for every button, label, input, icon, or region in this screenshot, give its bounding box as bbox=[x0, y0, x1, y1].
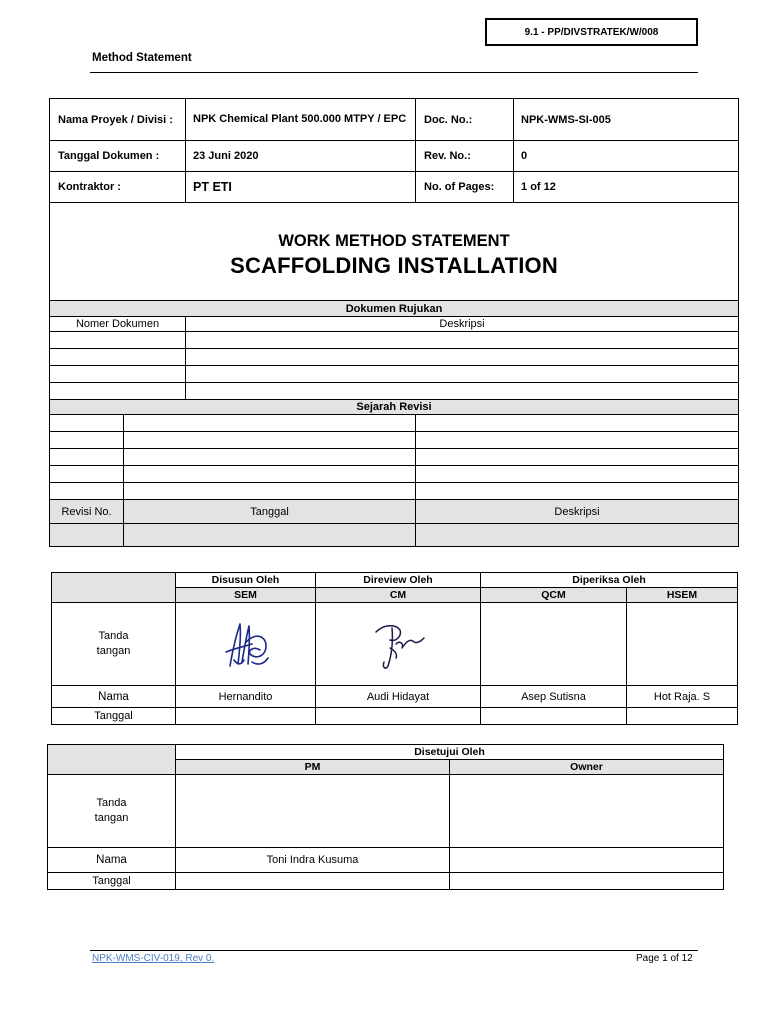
revision-row bbox=[50, 524, 739, 547]
contractor-label: Kontraktor : bbox=[50, 172, 186, 203]
date-cm bbox=[316, 708, 481, 725]
document-code-box bbox=[485, 18, 698, 46]
date-row-label: Tanggal bbox=[52, 708, 176, 725]
role-qcm: QCM bbox=[481, 588, 627, 603]
name-pm: Toni Indra Kusuma bbox=[176, 848, 450, 873]
signature2-label-line2: tangan bbox=[94, 812, 129, 824]
name2-label: Nama bbox=[48, 848, 176, 873]
date-qcm bbox=[481, 708, 627, 725]
approval-table-2 bbox=[47, 744, 724, 890]
contractor-value: PT ETI bbox=[186, 172, 416, 203]
date-label: Tanggal Dokumen : bbox=[50, 141, 186, 172]
approval-corner bbox=[52, 573, 176, 603]
signature-label-line2: tangan bbox=[96, 645, 131, 657]
date-pm bbox=[176, 873, 450, 890]
signature-qcm bbox=[481, 603, 627, 686]
signature-label bbox=[52, 603, 176, 686]
header-title: Method Statement bbox=[92, 52, 192, 64]
pages-value: 1 of 12 bbox=[514, 172, 739, 203]
title-block bbox=[50, 203, 739, 301]
approval-table bbox=[51, 572, 738, 725]
document-subtitle: WORK METHOD STATEMENT bbox=[278, 232, 510, 250]
project-label: Nama Proyek / Divisi : bbox=[50, 99, 186, 141]
signature-audi-hidayat bbox=[366, 614, 430, 674]
document-code: 9.1 - PP/DIVSTRATEK/W/008 bbox=[524, 26, 659, 38]
approval2-corner bbox=[48, 745, 176, 775]
doc-no-value: NPK-WMS-SI-005 bbox=[514, 99, 739, 141]
revisions-heading: Sejarah Revisi bbox=[50, 400, 739, 415]
approved-by-heading: Disetujui Oleh bbox=[176, 745, 724, 760]
prepared-by-heading: Disusun Oleh bbox=[176, 573, 316, 588]
signature-hsem bbox=[627, 603, 738, 686]
footer-divider bbox=[90, 950, 698, 951]
checked-by-heading: Diperiksa Oleh bbox=[481, 573, 738, 588]
reference-row bbox=[50, 349, 739, 366]
revisions-col-rev-no: Revisi No. bbox=[50, 500, 124, 524]
revision-row bbox=[50, 483, 739, 500]
document-title: SCAFFOLDING INSTALLATION bbox=[230, 253, 558, 278]
rev-no-label: Rev. No.: bbox=[416, 141, 514, 172]
doc-no-label: Doc. No.: bbox=[416, 99, 514, 141]
revision-row bbox=[50, 466, 739, 483]
header-divider bbox=[90, 72, 698, 73]
date-value: 23 Juni 2020 bbox=[186, 141, 416, 172]
date-owner bbox=[450, 873, 724, 890]
name-label: Nama bbox=[52, 686, 176, 708]
role-owner: Owner bbox=[450, 760, 724, 775]
name-hsem: Hot Raja. S bbox=[627, 686, 738, 708]
role-hsem: HSEM bbox=[627, 588, 738, 603]
references-col-description: Deskripsi bbox=[186, 317, 739, 332]
name-sem: Hernandito bbox=[176, 686, 316, 708]
date-hsem bbox=[627, 708, 738, 725]
references-heading: Dokumen Rujukan bbox=[50, 301, 739, 317]
signature-cm bbox=[316, 603, 481, 686]
revision-row bbox=[50, 449, 739, 466]
pages-label: No. of Pages: bbox=[416, 172, 514, 203]
project-value: NPK Chemical Plant 500.000 MTPY / EPC bbox=[186, 99, 416, 141]
footer-reference-link[interactable]: NPK-WMS-CIV-019, Rev 0. bbox=[92, 953, 215, 964]
reference-row bbox=[50, 383, 739, 400]
name-owner bbox=[450, 848, 724, 873]
role-pm: PM bbox=[176, 760, 450, 775]
signature2-label bbox=[48, 775, 176, 848]
name-qcm: Asep Sutisna bbox=[481, 686, 627, 708]
rev-no-value: 0 bbox=[514, 141, 739, 172]
footer-page-number: Page 1 of 12 bbox=[636, 953, 693, 964]
document-info-table bbox=[49, 98, 739, 547]
reference-row bbox=[50, 366, 739, 383]
date2-row-label: Tanggal bbox=[48, 873, 176, 890]
reference-row bbox=[50, 332, 739, 349]
signature2-label-line1: Tanda bbox=[96, 797, 127, 809]
role-sem: SEM bbox=[176, 588, 316, 603]
name-cm: Audi Hidayat bbox=[316, 686, 481, 708]
signature-owner bbox=[450, 775, 724, 848]
signature-hernandito bbox=[216, 614, 276, 674]
role-cm: CM bbox=[316, 588, 481, 603]
revisions-col-description: Deskripsi bbox=[416, 500, 739, 524]
signature-label-line1: Tanda bbox=[98, 630, 129, 642]
references-col-number: Nomer Dokumen bbox=[50, 317, 186, 332]
signature-pm bbox=[176, 775, 450, 848]
signature-sem bbox=[176, 603, 316, 686]
revision-row bbox=[50, 415, 739, 432]
date-sem bbox=[176, 708, 316, 725]
revision-row bbox=[50, 432, 739, 449]
revisions-col-date: Tanggal bbox=[124, 500, 416, 524]
reviewed-by-heading: Direview Oleh bbox=[316, 573, 481, 588]
